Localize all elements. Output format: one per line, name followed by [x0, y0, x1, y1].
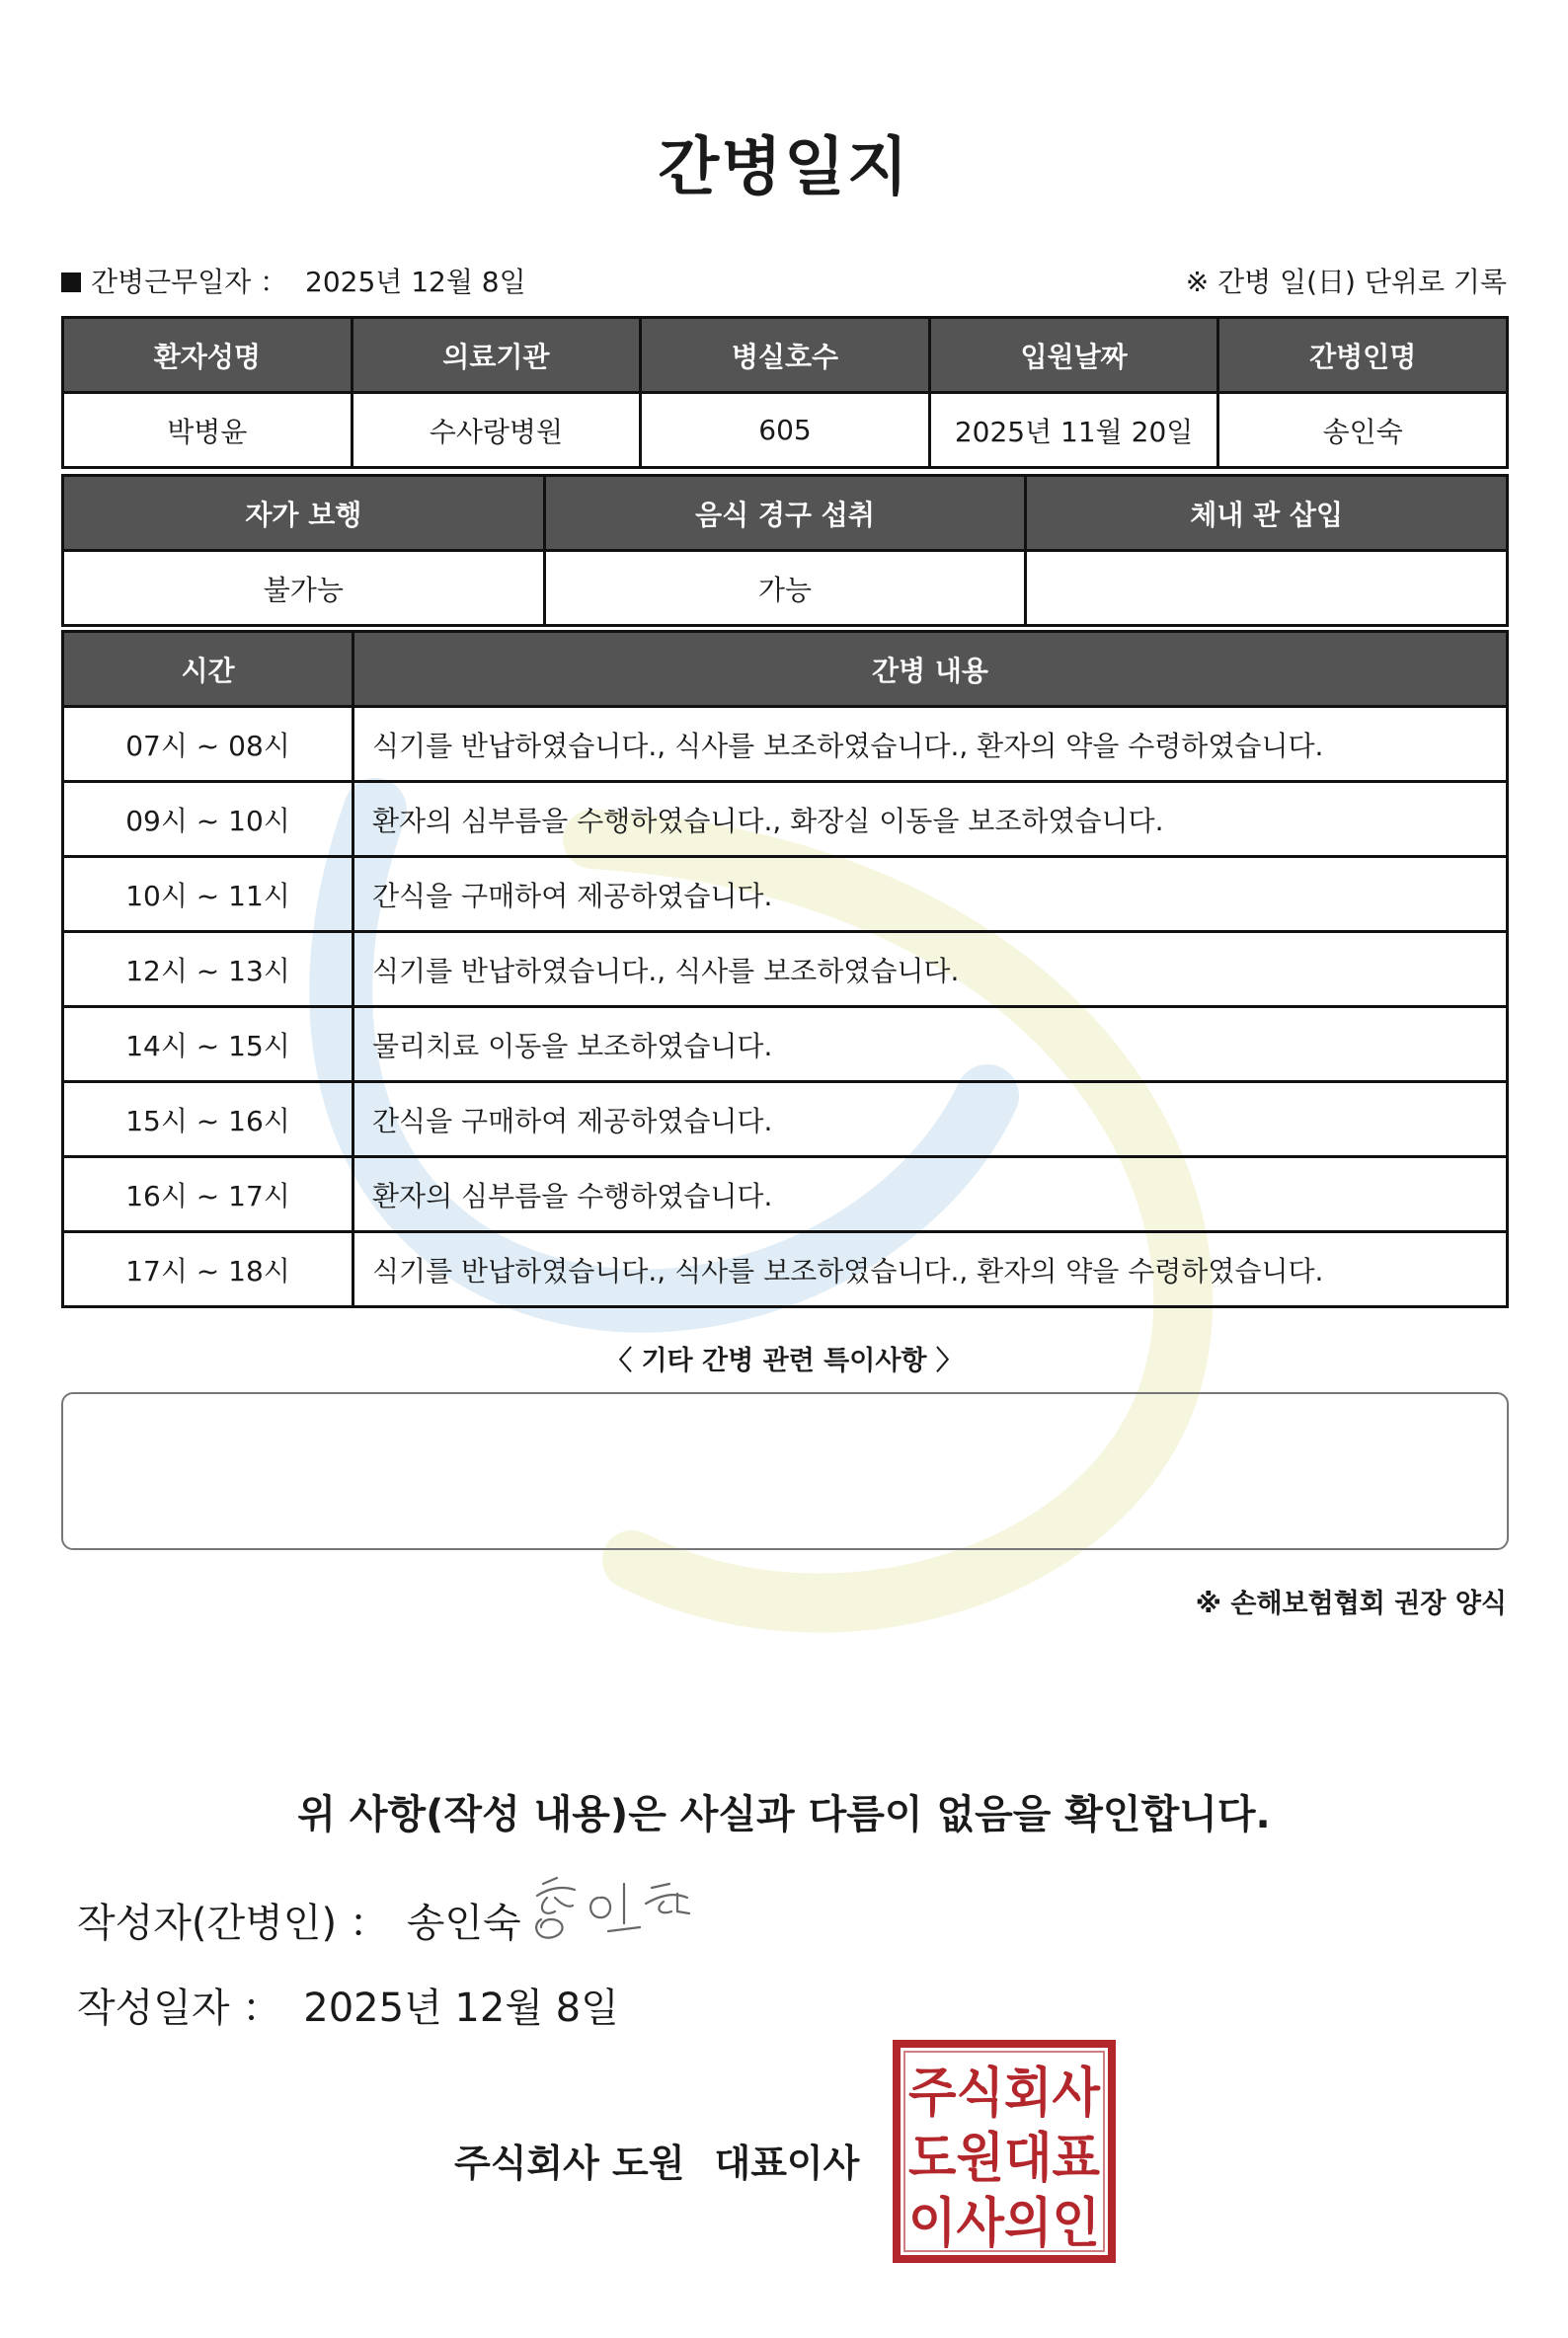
header-hospital: 의료기관 — [352, 318, 641, 393]
time-cell: 17시 ~ 18시 — [63, 1232, 353, 1307]
svg-text:주식회사: 주식회사 — [908, 2062, 1101, 2124]
table-row — [63, 932, 1508, 1007]
patient-name: 박병윤 — [63, 393, 353, 468]
content-cell: 식기를 반납하였습니다., 식사를 보조하였습니다. — [353, 932, 1508, 1007]
content-cell: 간식을 구매하여 제공하였습니다. — [353, 1082, 1508, 1157]
header-tube-insertion: 체내 관 삽입 — [1026, 476, 1508, 551]
content-cell: 간식을 구매하여 제공하였습니다. — [353, 857, 1508, 932]
patient-header-row — [63, 318, 1508, 393]
content-cell: 식기를 반납하였습니다., 식사를 보조하였습니다., 환자의 약을 수령하였습니다. — [353, 707, 1508, 782]
writer-line — [77, 1892, 521, 1948]
tube-insertion-value — [1026, 551, 1508, 626]
notes-title: 〈 기타 간병 관련 특이사항 〉 — [605, 1346, 963, 1376]
table-row — [63, 1232, 1508, 1307]
header-care-content: 간병 내용 — [353, 632, 1508, 707]
room-number: 605 — [641, 393, 930, 468]
written-date-label: 작성일자 ： — [77, 1986, 282, 2031]
header-admission-date: 입원날짜 — [929, 318, 1218, 393]
table-row — [63, 1082, 1508, 1157]
table-row — [63, 707, 1508, 782]
table-row — [63, 1157, 1508, 1232]
written-date-line — [77, 1977, 619, 2033]
content-cell: 식기를 반납하였습니다., 식사를 보조하였습니다., 환자의 약을 수령하였습니다. — [353, 1232, 1508, 1307]
condition-value-row — [63, 551, 1508, 626]
time-cell: 07시 ~ 08시 — [63, 707, 353, 782]
header-time: 시간 — [63, 632, 353, 707]
header-caregiver-name: 간병인명 — [1218, 318, 1508, 393]
writer-name: 송인숙 — [406, 1901, 521, 1946]
svg-text:도원대표: 도원대표 — [908, 2127, 1100, 2189]
form-note: ※ 손해보험협회 권장 양식 — [1195, 1589, 1507, 1619]
square-bullet-icon — [61, 273, 81, 292]
header-self-walking: 자가 보행 — [63, 476, 545, 551]
content-cell: 물리치료 이동을 보조하였습니다. — [353, 1007, 1508, 1082]
writer-label: 작성자(간병인) ： — [77, 1901, 389, 1946]
company-seal — [893, 2040, 1116, 2263]
work-date-value: 2025년 12월 8일 — [305, 266, 526, 298]
self-walking-value: 불가능 — [63, 551, 545, 626]
unit-note: ※ 간병 일(日) 단위로 기록 — [1185, 266, 1507, 298]
notes-box — [61, 1392, 1509, 1550]
table-row — [63, 857, 1508, 932]
condition-table — [61, 474, 1509, 627]
company-title: 대표이사 — [714, 2142, 860, 2185]
content-cell: 환자의 심부름을 수행하였습니다., 화장실 이동을 보조하였습니다. — [353, 782, 1508, 857]
work-date — [61, 261, 526, 300]
oral-intake-value: 가능 — [544, 551, 1026, 626]
patient-value-row — [63, 393, 1508, 468]
content-cell: 환자의 심부름을 수행하였습니다. — [353, 1157, 1508, 1232]
table-row — [63, 782, 1508, 857]
patient-info-table — [61, 316, 1509, 469]
condition-header-row — [63, 476, 1508, 551]
header-patient-name: 환자성명 — [63, 318, 353, 393]
time-cell: 09시 ~ 10시 — [63, 782, 353, 857]
care-log-header-row — [63, 632, 1508, 707]
time-cell: 16시 ~ 17시 — [63, 1157, 353, 1232]
header-room: 병실호수 — [641, 318, 930, 393]
caregiver-name: 송인숙 — [1218, 393, 1508, 468]
time-cell: 12시 ~ 13시 — [63, 932, 353, 1007]
svg-text:이사의인: 이사의인 — [908, 2192, 1100, 2254]
table-row — [63, 1007, 1508, 1082]
company-name: 주식회사 도원 — [454, 2142, 685, 2185]
document-title: 간병일지 — [658, 131, 910, 204]
company-line — [454, 2133, 859, 2187]
time-cell: 10시 ~ 11시 — [63, 857, 353, 932]
confirmation-statement: 위 사항(작성 내용)은 사실과 다름이 없음을 확인합니다. — [297, 1792, 1271, 1837]
admission-date: 2025년 11월 20일 — [929, 393, 1218, 468]
care-log-table — [61, 630, 1509, 1308]
work-date-label: 간병근무일자 ： — [91, 266, 288, 298]
written-date-value: 2025년 12월 8일 — [303, 1986, 619, 2031]
hospital-name: 수사랑병원 — [352, 393, 641, 468]
handwritten-signature — [529, 1868, 707, 1947]
time-cell: 15시 ~ 16시 — [63, 1082, 353, 1157]
header-oral-intake: 음식 경구 섭취 — [544, 476, 1026, 551]
time-cell: 14시 ~ 15시 — [63, 1007, 353, 1082]
